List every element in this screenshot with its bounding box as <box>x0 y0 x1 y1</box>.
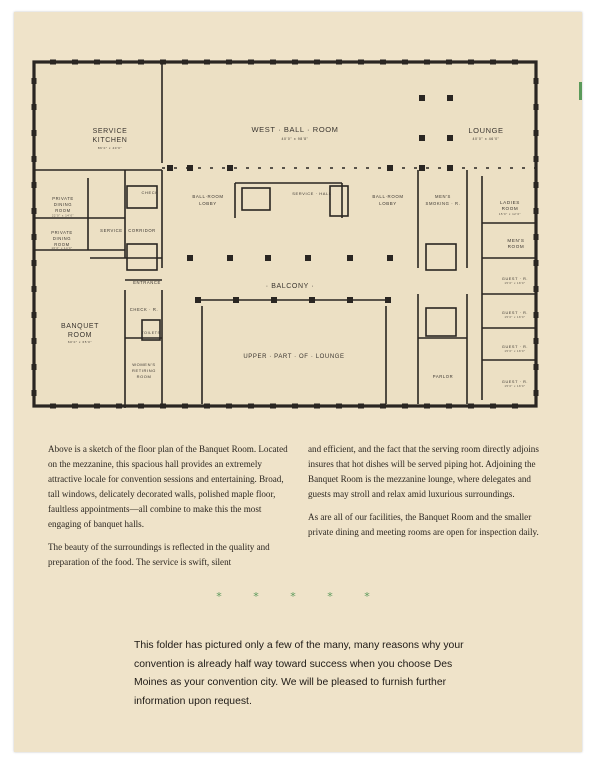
column <box>447 165 453 171</box>
column <box>227 255 233 261</box>
upper-lounge-label: UPPER · PART · OF · LOUNGE <box>243 354 345 360</box>
column <box>387 255 393 261</box>
service-corridor-label: SERVICE · CORRIDOR <box>100 228 156 233</box>
banquet-room-label: BANQUET <box>60 323 100 330</box>
floor-plan <box>30 58 540 410</box>
body-column-left <box>48 442 290 578</box>
column <box>265 255 271 261</box>
entrance-label: ENTRANCE <box>133 280 161 285</box>
green-edge-mark <box>579 82 582 100</box>
guest-room-label-3: GUEST · R. <box>501 345 529 349</box>
closing-paragraph: This folder has pictured only a few of the many, many reasons why your convention is already half way toward success when you choose Des Moines as your convention city. We will be pleased to furnish further information upon request. <box>134 640 464 707</box>
column <box>227 165 233 171</box>
private-dining-2-label-3: ROOM <box>54 242 70 247</box>
balcony-label: · BALCONY · <box>265 283 315 290</box>
column <box>187 255 193 261</box>
west-ball-room-label: WEST · BALL · ROOM <box>251 125 339 134</box>
column <box>309 297 315 303</box>
mens-smoking-label-2: SMOKING · R. <box>425 201 461 206</box>
paragraph-facilities: As are all of our facilities, the Banquet Room and the smaller private dining and meeting rooms are open for inspection daily. <box>308 512 539 537</box>
mens-smoking-label: MEN'S <box>435 194 451 199</box>
column <box>385 297 391 303</box>
private-dining-2-label: PRIVATE <box>51 230 73 235</box>
service-hall-label: SERVICE · HALL <box>292 191 332 196</box>
private-dining-2-dim: 16'0" x 14'0" <box>51 247 73 250</box>
column <box>195 297 201 303</box>
mens-room-label-2: ROOM <box>507 244 525 249</box>
guest-room-dim-4: 15'0" x 18'0" <box>504 385 526 388</box>
banquet-room-label-2: ROOM <box>67 332 93 339</box>
ball-room-lobby-left-label: BALL·ROOM <box>192 194 224 199</box>
guest-room-dim-2: 15'0" x 18'0" <box>504 316 526 319</box>
column <box>419 135 425 141</box>
ladies-room-label-2: ROOM <box>501 206 519 211</box>
mens-room-label: MEN'S <box>507 238 525 243</box>
west-ball-room-dim: 40'0" x 98'8" <box>281 137 309 141</box>
column <box>347 255 353 261</box>
paragraph-efficient: and efficient, and the fact that the serving room directly adjoins insures that hot dishes will be served piping hot. Adjoining the Banquet Room is the mezzanine lounge, where delegates and guests may stroll and relax amid luxurious surroundings. <box>308 444 539 499</box>
ball-room-lobby-right-label: BALL·ROOM <box>372 194 404 199</box>
column <box>447 135 453 141</box>
private-dining-2-label-2: DINING <box>52 236 72 241</box>
private-dining-1-dim: 22'0" x 14'0" <box>51 214 75 218</box>
paragraph-beauty: The beauty of the surroundings is reflected in the quality and preparation of the food. The service is swift, silent <box>48 542 270 567</box>
column <box>187 165 193 171</box>
ladies-room-label: LADIES <box>500 200 520 205</box>
body-column-right <box>308 442 548 548</box>
guest-room-dim-3: 15'0" x 18'0" <box>504 350 526 353</box>
column <box>167 165 173 171</box>
private-dining-1-label-3: ROOM <box>55 208 71 213</box>
column <box>447 95 453 101</box>
column <box>271 297 277 303</box>
check-room-top-label: CHECK <box>141 190 159 195</box>
column <box>233 297 239 303</box>
womens-retiring-label-2: RETIRING <box>132 368 156 373</box>
column <box>419 165 425 171</box>
lounge-label: LOUNGE <box>468 126 504 135</box>
paragraph-floor-plan: Above is a sketch of the floor plan of the Banquet Room. Located on the mezzanine, this spacious hall provides an extremely attractive locale for convention sessions and entertaining. Broad, tall windows, delicately decorated walls, polished maple floor, faultless appointments—all combine to make this the most engaging of banquet halls. <box>48 444 288 529</box>
ladies-room-dim: 15'0" x 12'0" <box>498 213 522 216</box>
guest-room-label-1: GUEST · R. <box>501 277 529 281</box>
guest-room-label-4: GUEST · R. <box>501 380 529 384</box>
service-kitchen-dim: 86'0" x 40'0" <box>97 146 123 150</box>
guest-room-label-2: GUEST · R. <box>501 311 529 315</box>
column <box>347 297 353 303</box>
column <box>419 95 425 101</box>
womens-retiring-label-3: ROOM <box>136 374 152 379</box>
guest-room-dim-1: 15'0" x 18'0" <box>504 282 526 285</box>
check-room-label: CHECK · R. <box>129 307 159 312</box>
parlor-label: PARLOR <box>432 374 454 379</box>
private-dining-1-label-2: DINING <box>53 202 73 207</box>
service-kitchen-label: SERVICE <box>92 128 128 135</box>
ball-room-lobby-right-label-2: LOBBY <box>379 201 397 206</box>
ball-room-lobby-left-label-2: LOBBY <box>199 201 217 206</box>
private-dining-1-label: PRIVATE <box>52 196 74 201</box>
star-divider: * * * * * <box>216 590 384 603</box>
banquet-room-dim: 60'0" x 65'0" <box>67 340 93 344</box>
column <box>305 255 311 261</box>
toilets-label: TOILETS <box>141 331 161 335</box>
womens-retiring-label: WOMEN'S <box>132 362 156 367</box>
lounge-dim: 40'0" x 46'0" <box>472 137 500 141</box>
column <box>387 165 393 171</box>
service-kitchen-label-2: KITCHEN <box>92 137 128 144</box>
